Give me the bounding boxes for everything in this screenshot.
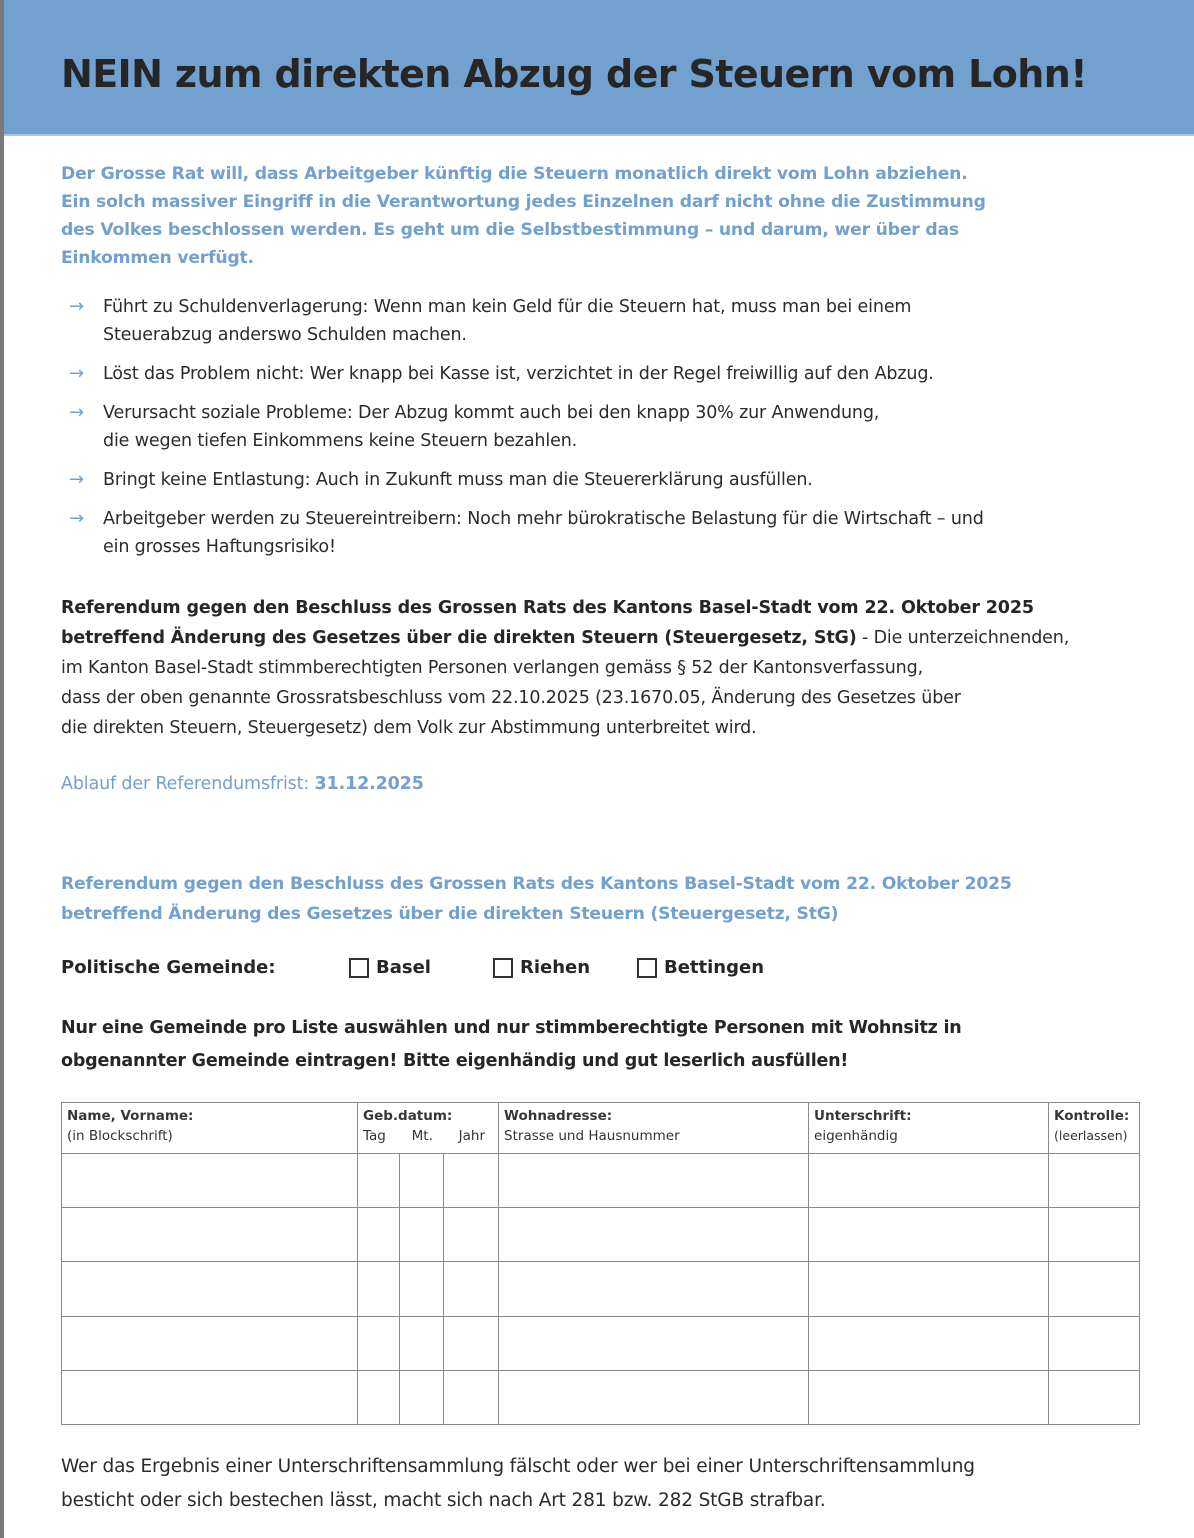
name-cell[interactable] [62,1316,358,1370]
table-row [62,1154,1140,1208]
footer-line: besticht oder sich bestechen lässt, macht sich nach Art 281 bzw. 282 StGB strafbar. [61,1490,826,1511]
checkbox-riehen[interactable] [493,957,590,978]
checkbox-label: Basel [376,957,431,978]
page-edge [0,0,4,1538]
column-header-birthdate [358,1103,499,1154]
checkbox-bettingen[interactable] [637,957,764,978]
month-cell[interactable] [400,1154,444,1208]
arrow-right-icon: → [69,402,84,423]
signature-cell[interactable] [809,1262,1049,1316]
table-row [62,1316,1140,1370]
day-cell[interactable] [358,1208,400,1262]
name-cell[interactable] [62,1262,358,1316]
control-cell [1049,1154,1140,1208]
arrow-right-icon: → [69,363,84,384]
header-sublabel: eigenhändig [814,1128,898,1144]
signature-cell[interactable] [809,1316,1049,1370]
day-cell[interactable] [358,1262,400,1316]
day-cell[interactable] [358,1316,400,1370]
arrow-right-icon: → [69,296,84,317]
checkbox-basel[interactable] [349,957,431,978]
instruction-line: Nur eine Gemeinde pro Liste auswählen und nur stimmberechtigte Personen mit Wohnsitz in [61,1018,962,1038]
address-cell[interactable] [499,1154,809,1208]
column-header-signature [809,1103,1049,1154]
year-cell[interactable] [444,1154,499,1208]
arrow-right-icon: → [69,508,84,529]
control-cell [1049,1208,1140,1262]
name-cell[interactable] [62,1208,358,1262]
header-sublabel-month: Mt. [411,1128,433,1144]
address-cell[interactable] [499,1208,809,1262]
list-item [61,293,1141,349]
name-cell[interactable] [62,1154,358,1208]
month-cell[interactable] [400,1370,444,1424]
deadline-date: 31.12.2025 [314,774,424,794]
form-title [61,869,1012,929]
list-item [61,360,1141,388]
checkbox-label: Bettingen [664,957,765,978]
header-label: Geb.datum: [363,1108,453,1124]
signature-table [61,1102,1140,1425]
header-label: Wohnadresse: [504,1108,613,1124]
argument-list [61,293,1141,572]
legal-line: dass der oben genannte Grossratsbeschluss vom 22.10.2025 (23.1670.05, Änderung des Gesetzes über [61,688,961,708]
table-header-row [62,1103,1140,1154]
header-sublabel: Strasse und Hausnummer [504,1128,680,1144]
referendum-deadline [61,769,424,799]
page-title: NEIN zum direkten Abzug der Steuern vom Lohn! [61,52,1087,96]
legal-line: im Kanton Basel-Stadt stimmberechtigten Personen verlangen gemäss § 52 der Kantonsverfassung, [61,658,923,678]
legal-text [61,593,1151,743]
instruction-line: obgenannter Gemeinde eintragen! Bitte eigenhändig und gut leserlich ausfüllen! [61,1051,849,1071]
column-header-address [499,1103,809,1154]
intro-paragraph [61,160,1061,272]
day-cell[interactable] [358,1370,400,1424]
signature-cell[interactable] [809,1370,1049,1424]
table-row [62,1262,1140,1316]
form-title-line: Referendum gegen den Beschluss des Grossen Rats des Kantons Basel-Stadt vom 22. Oktober 2025 [61,874,1012,894]
list-item-text: Steuerabzug anderswo Schulden machen. [103,325,467,345]
list-item-text: Bringt keine Entlastung: Auch in Zukunft muss man die Steuererklärung ausfüllen. [103,470,813,490]
list-item-text: Führt zu Schuldenverlagerung: Wenn man kein Geld für die Steuern hat, muss man bei einem [103,297,912,317]
address-cell[interactable] [499,1262,809,1316]
year-cell[interactable] [444,1208,499,1262]
footer-line: Wer das Ergebnis einer Unterschriftensammlung fälscht oder wer bei einer Unterschriftensammlung [61,1456,975,1477]
legal-footer [61,1450,1161,1518]
column-header-control [1049,1103,1140,1154]
list-item-text: Verursacht soziale Probleme: Der Abzug kommt auch bei den knapp 30% zur Anwendung, [103,403,880,423]
list-item-text: Arbeitgeber werden zu Steuereintreibern: Noch mehr bürokratische Belastung für die Wirtschaft – und [103,509,984,529]
month-cell[interactable] [400,1262,444,1316]
form-instructions [61,1012,1141,1078]
list-item [61,505,1141,561]
checkbox-icon[interactable] [637,958,657,978]
header-label: Unterschrift: [814,1108,912,1124]
header-sublabel: (leerlassen) [1054,1128,1128,1143]
day-cell[interactable] [358,1154,400,1208]
year-cell[interactable] [444,1370,499,1424]
checkbox-icon[interactable] [493,958,513,978]
signature-cell[interactable] [809,1208,1049,1262]
legal-bold-line: Referendum gegen den Beschluss des Grossen Rats des Kantons Basel-Stadt vom 22. Oktober 2025 [61,598,1034,618]
table-row [62,1208,1140,1262]
intro-line: Einkommen verfügt. [61,248,254,268]
intro-line: Der Grosse Rat will, dass Arbeitgeber künftig die Steuern monatlich direkt vom Lohn abziehen. [61,164,968,184]
control-cell [1049,1262,1140,1316]
list-item [61,466,1141,494]
signature-cell[interactable] [809,1154,1049,1208]
checkbox-icon[interactable] [349,958,369,978]
year-cell[interactable] [444,1262,499,1316]
header-sublabel-day: Tag [363,1128,386,1144]
header-label: Name, Vorname: [67,1108,194,1124]
name-cell[interactable] [62,1370,358,1424]
birthdate-sublabels [363,1125,493,1147]
arrow-right-icon: → [69,469,84,490]
checkbox-label: Riehen [520,957,591,978]
municipality-label: Politische Gemeinde: [61,957,276,978]
list-item-text: die wegen tiefen Einkommens keine Steuern bezahlen. [103,431,578,451]
header-sublabel: (in Blockschrift) [67,1128,173,1144]
control-cell [1049,1316,1140,1370]
header-label: Kontrolle: [1054,1108,1130,1124]
legal-bold-line: betreffend Änderung des Gesetzes über die direkten Steuern (Steuergesetz, StG) [61,628,857,648]
control-cell [1049,1370,1140,1424]
list-item-text: Löst das Problem nicht: Wer knapp bei Kasse ist, verzichtet in der Regel freiwillig auf den Abzug. [103,364,934,384]
intro-line: des Volkes beschlossen werden. Es geht um die Selbstbestimmung – und darum, wer über das [61,220,959,240]
legal-line: - Die unterzeichnenden, [856,628,1070,648]
list-item [61,399,1141,455]
month-cell[interactable] [400,1208,444,1262]
address-cell[interactable] [499,1370,809,1424]
table-row [62,1370,1140,1424]
list-item-text: ein grosses Haftungsrisiko! [103,537,336,557]
header-sublabel-year: Jahr [458,1128,486,1144]
legal-line: die direkten Steuern, Steuergesetz) dem Volk zur Abstimmung unterbreitet wird. [61,718,757,738]
form-title-line: betreffend Änderung des Gesetzes über die direkten Steuern (Steuergesetz, StG) [61,904,839,924]
intro-line: Ein solch massiver Eingriff in die Verantwortung jedes Einzelnen darf nicht ohne die Zustimmung [61,192,986,212]
column-header-name [62,1103,358,1154]
address-cell[interactable] [499,1316,809,1370]
year-cell[interactable] [444,1316,499,1370]
month-cell[interactable] [400,1316,444,1370]
header-banner [4,0,1194,136]
deadline-label: Ablauf der Referendumsfrist: [61,774,315,794]
